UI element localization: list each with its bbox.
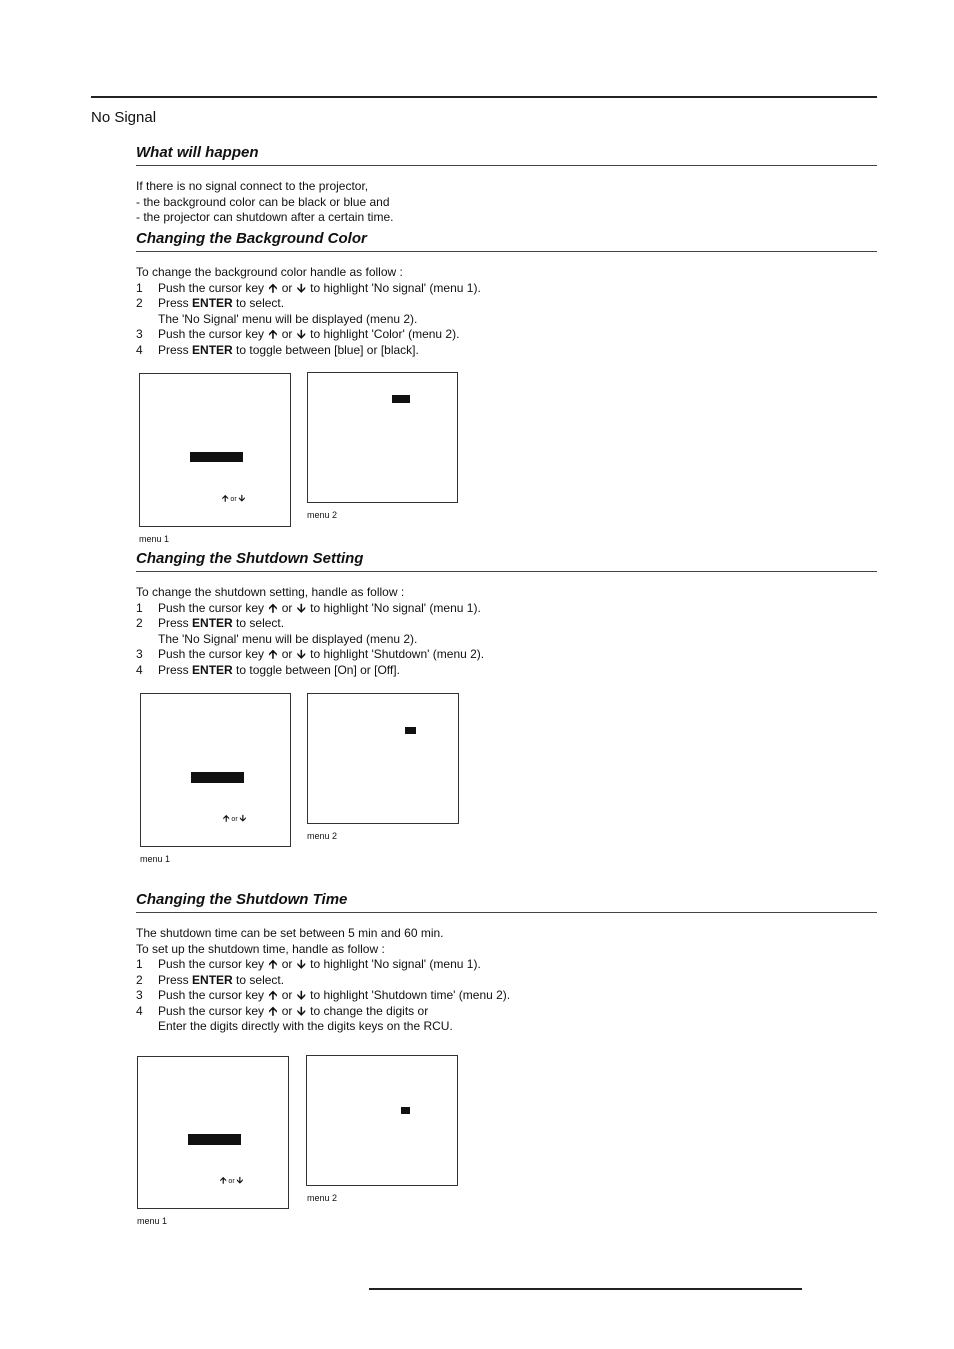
menu1-diagram bbox=[140, 693, 291, 847]
highlight-bar bbox=[190, 452, 243, 462]
down-arrow-icon: 🡫 bbox=[239, 813, 247, 823]
enter-key-label: ENTER bbox=[192, 296, 233, 310]
step-1: 1 Push the cursor key 🡩 or 🡫 to highlight 'No signal' (menu 1). bbox=[136, 600, 481, 615]
text-line: If there is no signal connect to the projector, bbox=[136, 179, 369, 193]
step-2: 2 Press ENTER to select. bbox=[136, 972, 285, 987]
heading-what-will-happen: What will happen bbox=[136, 144, 877, 166]
step-4: 4 Push the cursor key 🡩 or 🡫 to change the digits or bbox=[136, 1003, 429, 1018]
menu2-caption: menu 2 bbox=[307, 1193, 338, 1203]
cursor-keys-hint: 🡩 or 🡫 bbox=[220, 1175, 244, 1185]
down-arrow-icon: 🡫 bbox=[296, 280, 306, 295]
menu1-caption: menu 1 bbox=[137, 1216, 168, 1226]
down-arrow-icon: 🡫 bbox=[236, 1175, 244, 1185]
highlight-bar bbox=[401, 1107, 410, 1114]
highlight-bar bbox=[392, 395, 410, 403]
menu2-caption: menu 2 bbox=[307, 510, 338, 520]
menu2-diagram bbox=[307, 372, 458, 503]
menu2-diagram bbox=[307, 693, 459, 824]
menu2-caption: menu 2 bbox=[307, 831, 338, 841]
menu1-diagram bbox=[139, 373, 291, 527]
menu1-caption: menu 1 bbox=[140, 854, 171, 864]
menu1-diagram bbox=[137, 1056, 289, 1209]
down-arrow-icon: 🡫 bbox=[296, 988, 306, 1002]
step-3: 3 Push the cursor key 🡩 or 🡫 to highlight 'Color' (menu 2). bbox=[136, 327, 460, 341]
shutdown-time-steps bbox=[136, 926, 510, 1035]
up-arrow-icon: 🡩 bbox=[222, 493, 229, 503]
up-arrow-icon: 🡩 bbox=[220, 1175, 227, 1185]
top-rule bbox=[91, 96, 877, 98]
menu2-diagram bbox=[306, 1055, 458, 1186]
intro-text: To change the shutdown setting, handle as follow : bbox=[136, 585, 405, 599]
up-arrow-icon: 🡩 bbox=[268, 647, 278, 661]
enter-key-label: ENTER bbox=[192, 616, 233, 630]
up-arrow-icon: 🡩 bbox=[268, 600, 278, 615]
step-2: 2 Press ENTER to select. bbox=[136, 296, 285, 310]
step-2: 2 Press ENTER to select. bbox=[136, 616, 285, 630]
step-4: 4 Press ENTER to toggle between [On] or [Off]. bbox=[136, 662, 400, 677]
highlight-bar bbox=[191, 772, 244, 783]
text-line: - the background color can be black or blue and bbox=[136, 194, 390, 209]
heading-shutdown-setting: Changing the Shutdown Setting bbox=[136, 550, 877, 572]
down-arrow-icon: 🡫 bbox=[296, 957, 306, 971]
up-arrow-icon: 🡩 bbox=[268, 1003, 278, 1018]
menu1-caption: menu 1 bbox=[139, 534, 170, 544]
step-2-note: The 'No Signal' menu will be displayed (menu 2). bbox=[158, 311, 418, 326]
step-3: 3 Push the cursor key 🡩 or 🡫 to highlight 'Shutdown' (menu 2). bbox=[136, 647, 485, 661]
heading-background-color: Changing the Background Color bbox=[136, 230, 877, 252]
cursor-keys-hint: 🡩 or 🡫 bbox=[222, 493, 246, 503]
step-1: 1 Push the cursor key 🡩 or 🡫 to highlight 'No signal' (menu 1). bbox=[136, 280, 481, 295]
cursor-keys-hint: 🡩 or 🡫 bbox=[223, 813, 247, 823]
enter-key-label: ENTER bbox=[192, 342, 233, 357]
enter-key-label: ENTER bbox=[192, 662, 233, 677]
heading-shutdown-time: Changing the Shutdown Time bbox=[136, 891, 877, 913]
step-4: 4 Press ENTER to toggle between [blue] or [black]. bbox=[136, 342, 419, 357]
down-arrow-icon: 🡫 bbox=[296, 1003, 306, 1018]
highlight-bar bbox=[188, 1134, 241, 1145]
step-2-note: The 'No Signal' menu will be displayed (menu 2). bbox=[158, 631, 418, 646]
up-arrow-icon: 🡩 bbox=[268, 988, 278, 1002]
step-4-note: Enter the digits directly with the digits keys on the RCU. bbox=[158, 1019, 453, 1033]
highlight-bar bbox=[405, 727, 416, 734]
down-arrow-icon: 🡫 bbox=[296, 600, 306, 615]
down-arrow-icon: 🡫 bbox=[296, 327, 306, 341]
step-1: 1 Push the cursor key 🡩 or 🡫 to highlight 'No signal' (menu 1). bbox=[136, 957, 481, 971]
background-color-steps bbox=[136, 265, 481, 358]
down-arrow-icon: 🡫 bbox=[296, 647, 306, 661]
up-arrow-icon: 🡩 bbox=[268, 327, 278, 341]
up-arrow-icon: 🡩 bbox=[268, 280, 278, 295]
intro-text: The shutdown time can be set between 5 min and 60 min. bbox=[136, 926, 444, 940]
up-arrow-icon: 🡩 bbox=[223, 813, 230, 823]
intro-text: To change the background color handle as follow : bbox=[136, 265, 403, 279]
shutdown-setting-steps bbox=[136, 585, 484, 678]
enter-key-label: ENTER bbox=[192, 972, 233, 987]
page-title: No Signal bbox=[91, 109, 157, 126]
what-will-happen-text bbox=[136, 179, 393, 226]
text-line: - the projector can shutdown after a certain time. bbox=[136, 210, 394, 224]
intro-text: To set up the shutdown time, handle as follow : bbox=[136, 941, 385, 956]
down-arrow-icon: 🡫 bbox=[238, 493, 246, 503]
bottom-rule bbox=[369, 1288, 802, 1290]
step-3: 3 Push the cursor key 🡩 or 🡫 to highlight 'Shutdown time' (menu 2). bbox=[136, 988, 511, 1002]
up-arrow-icon: 🡩 bbox=[268, 957, 278, 971]
